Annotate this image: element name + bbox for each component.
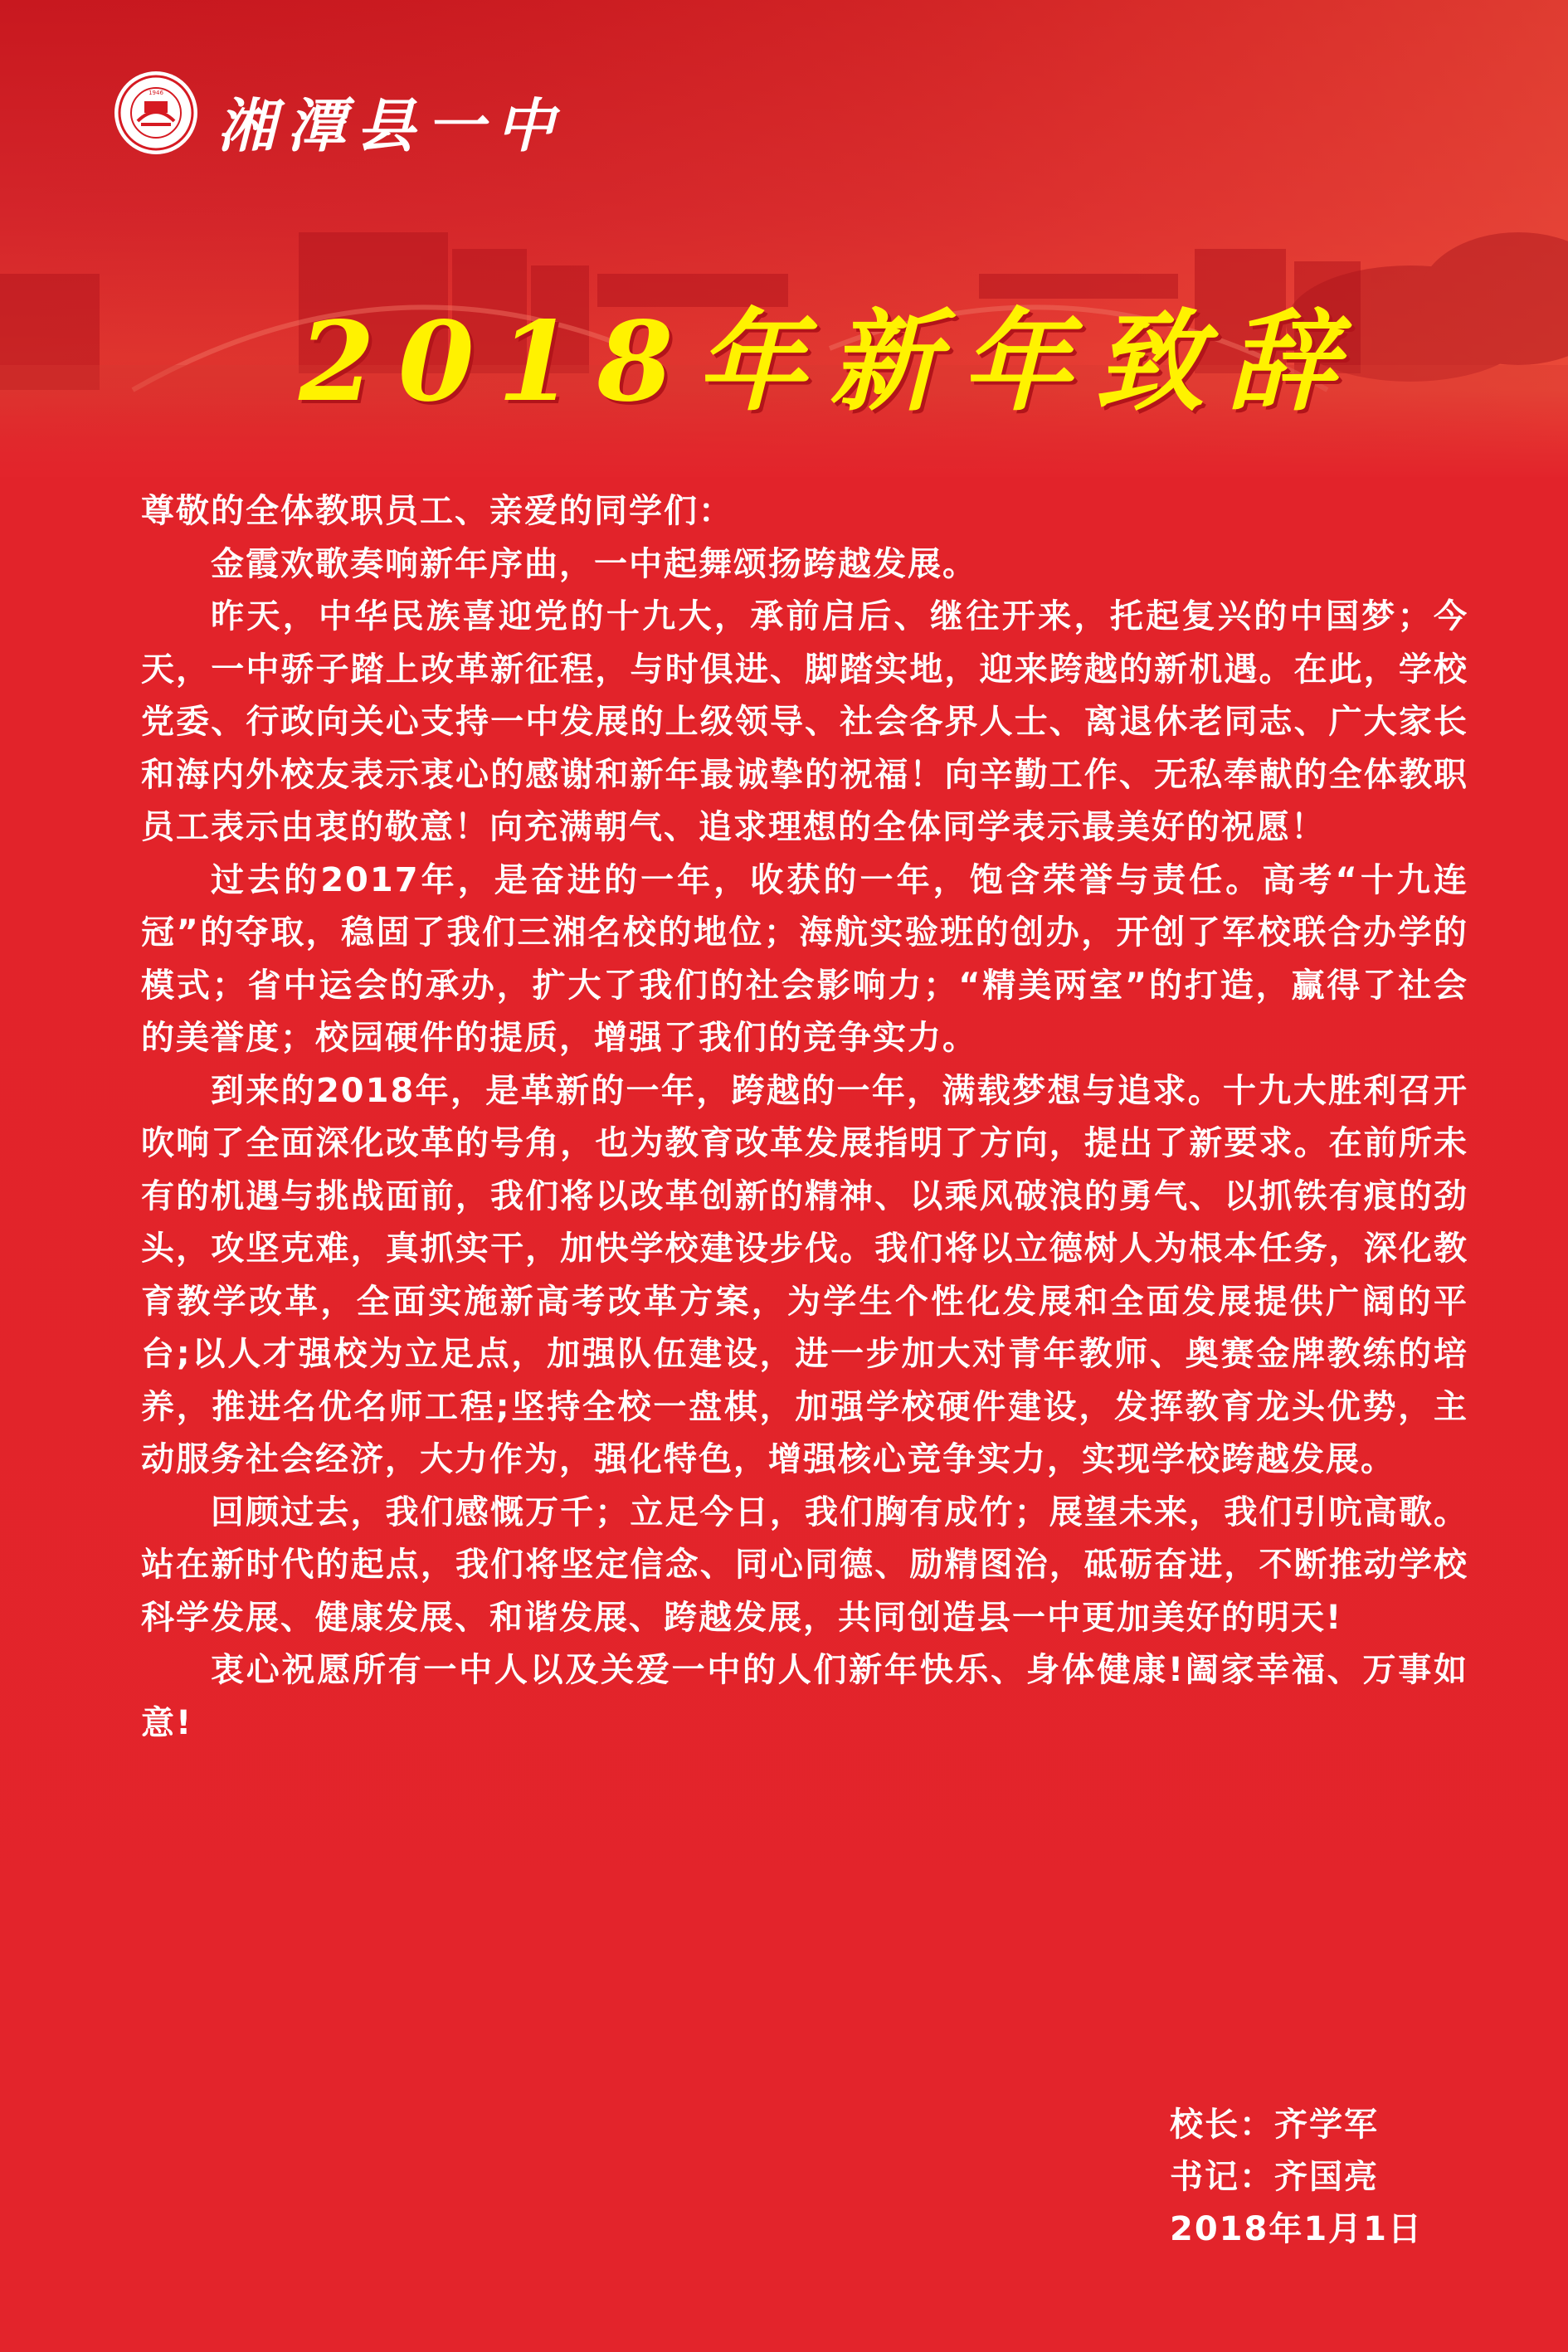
paragraph: 金霞欢歌奏响新年序曲，一中起舞颂扬跨越发展。 <box>211 544 977 583</box>
school-logo <box>113 70 199 156</box>
page-title: 2018年新年致辞 <box>299 298 1361 426</box>
paragraph: 到来的2018年，是革新的一年，跨越的一年，满载梦想与追求。十九大胜利召开吹响了全面深化改革的号角，也为教育改革发展指明了方向，提出了新要求。在前所未有的机遇与挑战面前，我们将以改革创新的精神、以乘风破浪的勇气、以抓铁有痕的劲头，攻坚克难，真抓实干，加快学校建设步伐。我们将以立德树人为根本任务，深化教育教学改革，全面实施新高考改革方案，为学生个性化发展和全面发展提供广阔的平台;以人才强校为立足点，加强队伍建设，进一步加大对青年教师、奥赛金牌教练的培养，推进名优名师工程;坚持全校一盘棋，加强学校硬件建设，发挥教育龙头优势，主动服务社会经济，大力作为，强化特色，增强核心竞争实力，实现学校跨越发展。 <box>141 1071 1468 1478</box>
paragraph: 衷心祝愿所有一中人以及关爱一中的人们新年快乐、身体健康!阖家幸福、万事如意! <box>141 1651 1468 1742</box>
secretary-signature: 书记：齐国亮 <box>1170 2158 1379 2196</box>
paragraph: 过去的2017年，是奋进的一年，收获的一年，饱含荣誉与责任。高考“十九连冠”的夺取，稳固了我们三湘名校的地位；海航实验班的创办，开创了军校联合办学的模式；省中运会的承办，扩大了我们的社会影响力；“精美两室”的打造，赢得了社会的美誉度；校园硬件的提质，增强了我们的竞争实力。 <box>141 860 1468 1057</box>
svg-text:1946: 1946 <box>149 90 163 96</box>
principal-signature: 校长：齐学军 <box>1170 2106 1379 2144</box>
signature-block <box>1170 2099 1423 2256</box>
paragraph: 回顾过去，我们感慨万千；立足今日，我们胸有成竹；展望未来，我们引吭高歌。站在新时代的起点，我们将坚定信念、同心同德、励精图治，砥砺奋进，不断推动学校科学发展、健康发展、和谐发展、跨越发展，共同创造县一中更加美好的明天! <box>141 1493 1468 1637</box>
greeting: 尊敬的全体教职员工、亲爱的同学们： <box>141 492 733 530</box>
school-name-logotype: 湘潭县一中 <box>217 91 566 160</box>
letter-body <box>141 485 1468 1750</box>
paragraph: 昨天，中华民族喜迎党的十九大，承前启后、继往开来，托起复兴的中国梦；今天，一中骄子踏上改革新征程，与时俱进、脚踏实地，迎来跨越的新机遇。在此，学校党委、行政向关心支持一中发展的上级领导、社会各界人士、离退休老同志、广大家长和海内外校友表示衷心的感谢和新年最诚挚的祝福！向辛勤工作、无私奉献的全体教职员工表示由衷的敬意！向充满朝气、追求理想的全体同学表示最美好的祝愿！ <box>141 597 1468 846</box>
signature-date: 2018年1月1日 <box>1170 2210 1423 2248</box>
